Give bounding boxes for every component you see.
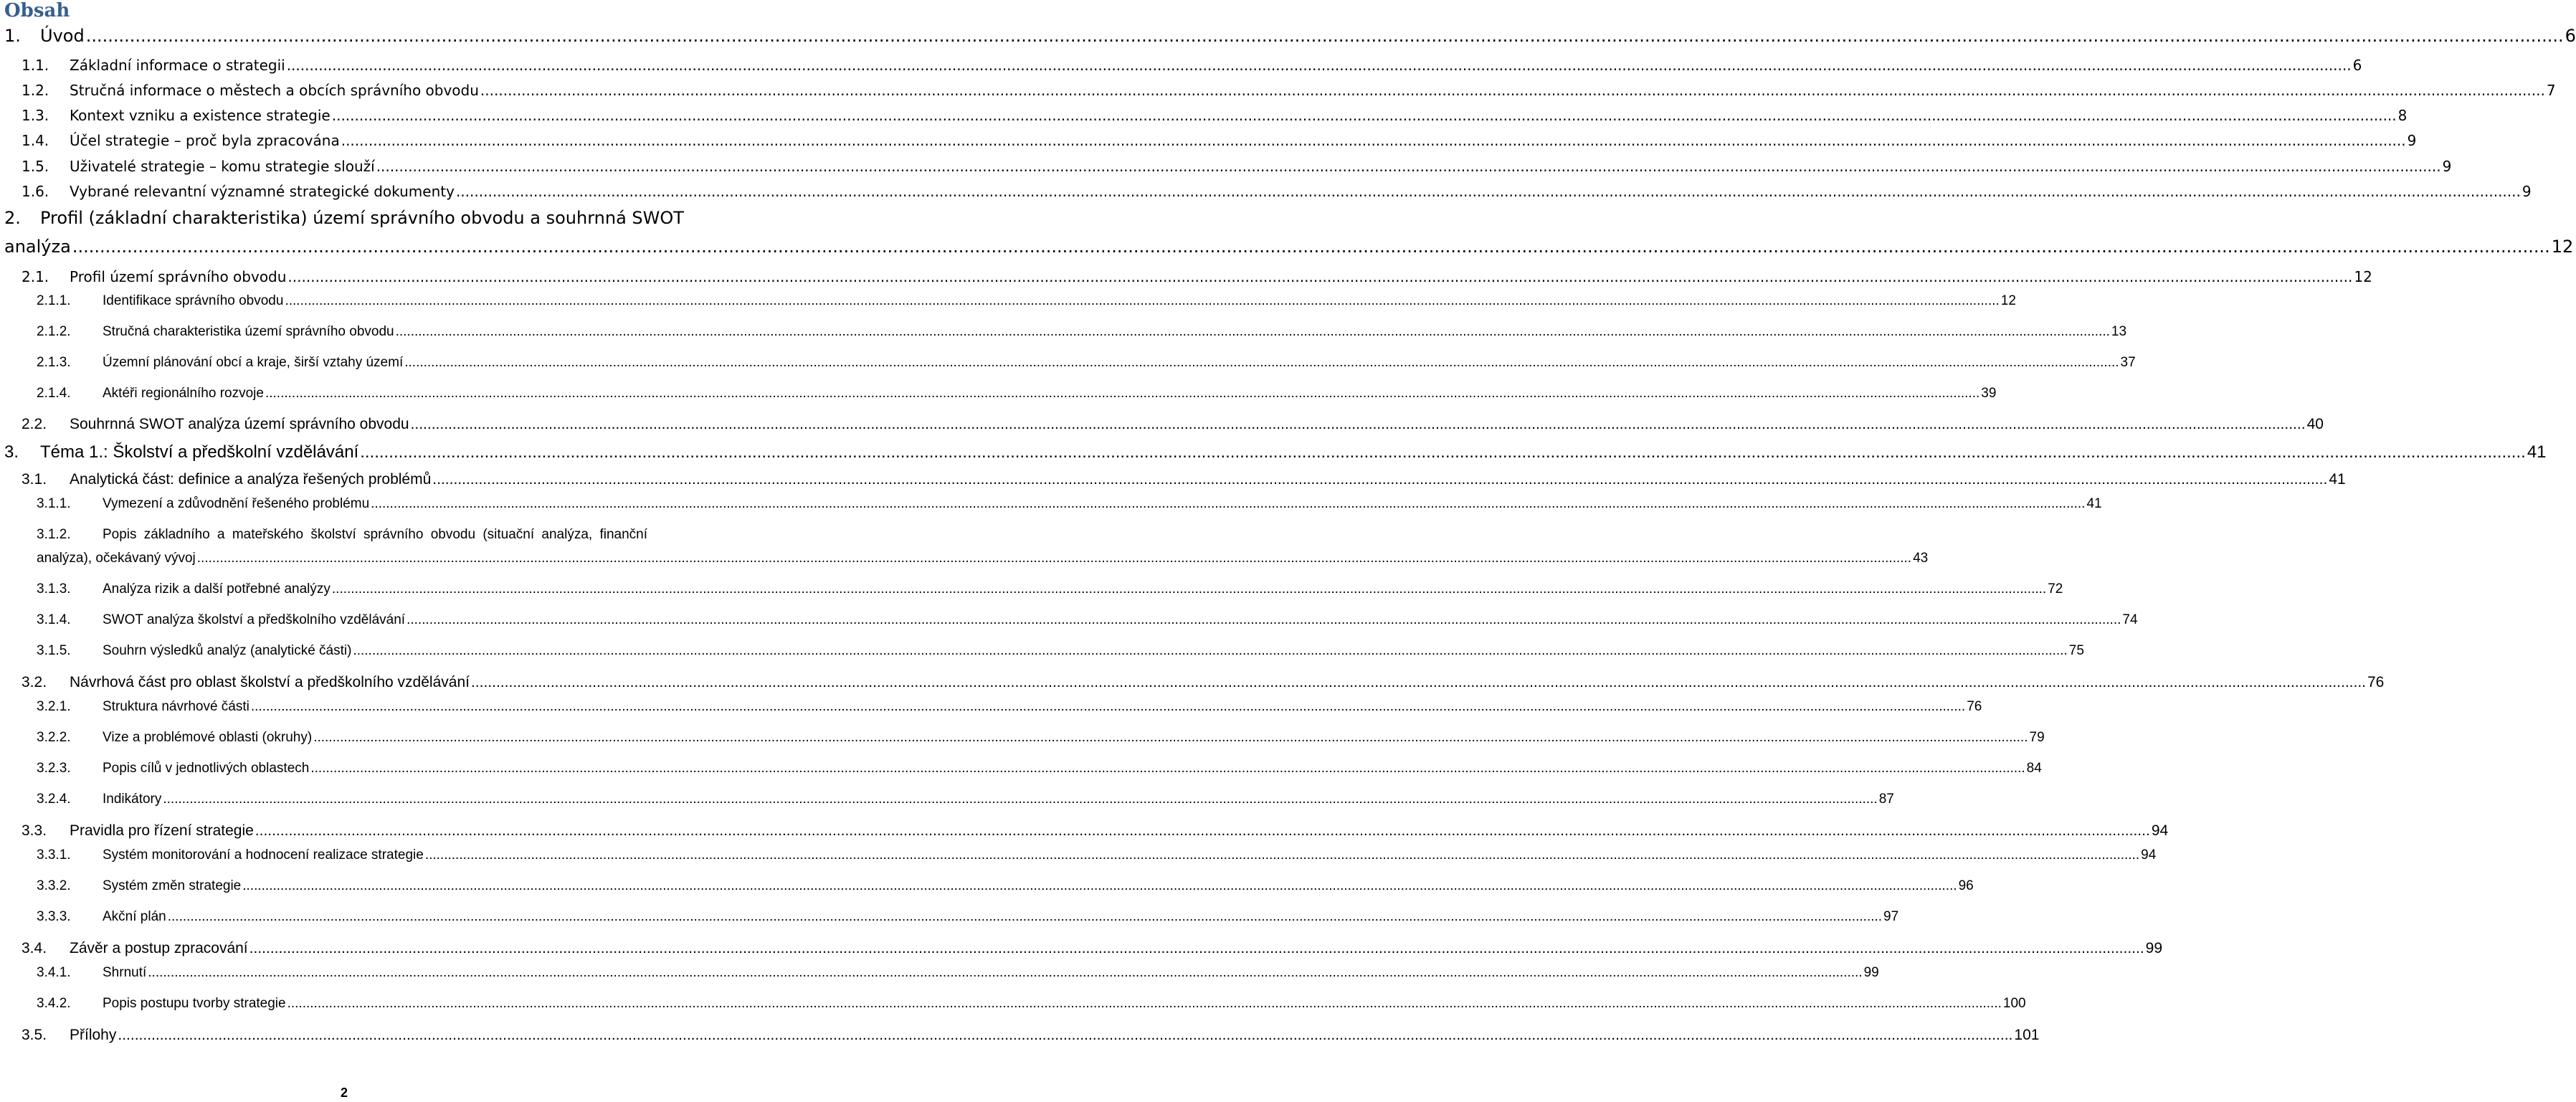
toc-entry-page: 6	[2352, 57, 2362, 74]
toc-entry-page: 8	[2397, 107, 2408, 124]
toc-entry-title: SWOT analýza školství a předškolního vzdělávání	[103, 612, 406, 627]
toc-entry-title: Pravidla pro řízení strategie	[70, 822, 254, 839]
toc-entry-title-line1: Popis základního a mateřského školství správního obvodu (situační analýza, finanční	[103, 527, 648, 542]
toc-entry[interactable]	[0, 581, 2063, 603]
toc-entry-number: 1.6.	[22, 183, 49, 200]
toc-entry-page: 72	[2048, 581, 2063, 597]
toc-entry-number: 2.1.1.	[37, 293, 71, 308]
toc-entry-number: 2.	[4, 208, 21, 228]
toc-entry-page: 76	[2367, 674, 2385, 690]
toc-dot-leader	[86, 26, 2564, 46]
toc-dot-leader	[287, 57, 2352, 74]
toc-entry-title: Shrnutí	[103, 965, 147, 980]
toc-entry-title-line2: analýza	[4, 237, 71, 257]
toc-entry-page: 12	[2551, 237, 2574, 257]
toc-entry[interactable]	[0, 132, 2417, 156]
toc-entry-title: Popis postupu tvorby strategie	[103, 996, 286, 1011]
toc-entry[interactable]	[0, 355, 2136, 376]
toc-entry-number: 2.1.2.	[37, 324, 71, 339]
toc-entry-page: 41	[2329, 471, 2346, 488]
toc-entry-number: 3.1.2.	[37, 527, 71, 542]
toc-entry[interactable]	[0, 996, 2026, 1017]
toc-entry-page: 96	[1958, 878, 1974, 893]
toc-entry[interactable]	[0, 847, 2157, 869]
toc-entry[interactable]	[0, 940, 2163, 964]
toc-entry-title: Systém monitorování a hodnocení realizace strategie	[103, 847, 424, 863]
toc-entry[interactable]	[0, 643, 2084, 665]
toc-entry-page: 9	[2407, 132, 2417, 149]
toc-entry-page: 40	[2306, 416, 2324, 432]
toc-entry-title: Popis cílů v jednotlivých oblastech	[103, 761, 310, 776]
toc-dot-leader	[407, 612, 2121, 628]
toc-entry[interactable]	[0, 674, 2385, 698]
toc-entry-page: 99	[1863, 965, 1879, 980]
toc-entry-number: 1.2.	[22, 82, 49, 99]
toc-dot-leader	[287, 996, 2002, 1012]
toc-entry-title: Stručná charakteristika území správního obvodu	[103, 324, 394, 339]
toc-entry-number: 3.4.2.	[37, 996, 71, 1011]
toc-entry-number: 3.1.	[22, 471, 47, 488]
toc-entry-title: Analytická část: definice a analýza řešených problémů	[70, 471, 432, 488]
toc-dot-leader	[404, 355, 2119, 371]
toc-dot-leader	[425, 847, 2139, 863]
toc-entry-page: 74	[2122, 612, 2138, 627]
toc-entry[interactable]	[0, 82, 2556, 106]
toc-entry-title-line1: Profil (základní charakteristika) území správního obvodu a souhrnná SWOT	[40, 208, 684, 228]
toc-dot-leader	[471, 674, 2366, 691]
toc-entry-title: Vize a problémové oblasti (okruhy)	[103, 730, 313, 745]
toc-dot-leader	[285, 293, 1999, 309]
toc-entry-number: 3.1.4.	[37, 612, 71, 627]
toc-entry-number: 2.1.3.	[37, 355, 71, 370]
toc-entry[interactable]	[0, 822, 2169, 847]
toc-entry-page: 13	[2111, 324, 2127, 339]
toc-dot-leader	[332, 581, 2046, 597]
toc-dot-leader	[456, 183, 2521, 200]
toc-entry[interactable]	[0, 416, 2324, 440]
toc-entry[interactable]	[0, 909, 1899, 931]
toc-entry-title: Účel strategie – proč byla zpracována	[70, 132, 340, 149]
toc-entry[interactable]	[0, 761, 2042, 782]
toc-dot-leader	[341, 132, 2406, 149]
toc-dot-leader	[163, 792, 1877, 807]
toc-entry-number: 1.5.	[22, 158, 49, 175]
toc-entry-title: Profil území správního obvodu	[70, 268, 287, 285]
toc-entry-page: 39	[1981, 386, 1997, 401]
toc-heading: Obsah	[4, 0, 70, 22]
toc-dot-leader	[197, 551, 1911, 566]
toc-dot-leader	[168, 909, 1882, 925]
toc-entry-page: 84	[2026, 761, 2042, 776]
toc-entry-page: 99	[2145, 940, 2163, 956]
toc-entry-title: Přílohy	[70, 1027, 117, 1043]
toc-entry-number: 1.3.	[22, 107, 49, 124]
toc-entry[interactable]	[0, 107, 2408, 131]
toc-entry[interactable]	[0, 965, 1879, 987]
toc-entry-number: 3.2.4.	[37, 792, 71, 807]
toc-entry[interactable]	[0, 268, 2372, 293]
toc-entry-number: 1.4.	[22, 132, 49, 149]
toc-dot-leader	[353, 643, 2067, 659]
toc-entry-title: Uživatelé strategie – komu strategie slouží	[70, 158, 375, 175]
toc-entry[interactable]	[0, 878, 1974, 900]
toc-entry-page: 6	[2565, 26, 2576, 46]
toc-entry-number: 3.3.	[22, 822, 47, 839]
toc-entry[interactable]	[0, 612, 2138, 634]
toc-dot-leader	[249, 940, 2144, 957]
toc-entry[interactable]	[0, 699, 1982, 721]
toc-entry-title: Indikátory	[103, 792, 162, 807]
toc-entry-number: 3.3.2.	[37, 878, 71, 893]
toc-dot-leader	[411, 416, 2306, 433]
toc-entry-page: 87	[1878, 792, 1894, 807]
toc-entry-title: Vymezení a zdůvodnění řešeného problému	[103, 496, 370, 511]
toc-dot-leader	[371, 496, 2085, 512]
toc-entry-page: 37	[2120, 355, 2136, 370]
toc-entry-title: Návrhová část pro oblast školství a předškolního vzdělávání	[70, 674, 470, 690]
toc-dot-leader	[332, 107, 2397, 124]
toc-entry-title: Vybrané relevantní významné strategické dokumenty	[70, 183, 455, 200]
toc-dot-leader	[242, 878, 1957, 894]
toc-entry-page: 97	[1883, 909, 1899, 924]
toc-entry-page: 41	[2527, 442, 2547, 462]
toc-entry-title: Souhrnná SWOT analýza území správního obvodu	[70, 416, 409, 432]
toc-entry-title: Struktura návrhové části	[103, 699, 249, 714]
toc-dot-leader	[265, 386, 1979, 402]
toc-entry-number: 3.1.3.	[37, 581, 71, 597]
toc-entry[interactable]	[0, 324, 2127, 346]
toc-entry-number: 1.	[4, 26, 21, 46]
toc-dot-leader	[432, 471, 2327, 488]
toc-entry-page: 75	[2068, 643, 2084, 658]
toc-entry-title: Identifikace správního obvodu	[103, 293, 284, 308]
toc-dot-leader	[480, 82, 2545, 99]
toc-entry[interactable]	[0, 293, 2016, 315]
toc-entry-page: 43	[1913, 551, 1929, 566]
toc-entry-title: Téma 1.: Školství a předškolní vzdělávání	[40, 442, 359, 462]
toc-entry[interactable]	[0, 158, 2452, 182]
toc-entry[interactable]	[0, 527, 1929, 573]
toc-entry-title: Kontext vzniku a existence strategie	[70, 107, 331, 124]
toc-entry-page: 7	[2546, 82, 2556, 99]
toc-entry-title: Souhrn výsledků analýz (analytické části)	[103, 643, 352, 658]
toc-dot-leader	[313, 730, 2028, 746]
toc-entry-number: 2.1.	[22, 268, 49, 285]
toc-entry-title: Aktéři regionálního rozvoje	[103, 386, 264, 401]
toc-entry-number: 3.2.3.	[37, 761, 71, 776]
toc-entry-title: Územní plánování obcí a kraje, širší vztahy území	[103, 355, 404, 370]
toc-dot-leader	[376, 158, 2441, 175]
toc-entry-number: 3.1.5.	[37, 643, 71, 658]
toc-entry-title: Akční plán	[103, 909, 166, 924]
toc-entry-title: Základní informace o strategii	[70, 57, 285, 74]
toc-entry-number: 3.3.3.	[37, 909, 71, 924]
toc-entry-title: Systém změn strategie	[103, 878, 242, 893]
toc-entry-page: 94	[2141, 847, 2157, 863]
toc-entry[interactable]	[0, 1027, 2040, 1051]
toc-entry-number: 3.2.1.	[37, 699, 71, 714]
toc-entry-number: 3.2.2.	[37, 730, 71, 745]
toc-entry[interactable]	[0, 471, 2346, 495]
toc-dot-leader	[72, 237, 2550, 257]
toc-entry-number: 3.1.1.	[37, 496, 71, 511]
toc-entry[interactable]	[0, 496, 2102, 518]
toc-entry-page: 94	[2151, 822, 2169, 839]
toc-entry-number: 2.1.4.	[37, 386, 71, 401]
toc-entry-page: 100	[2002, 996, 2026, 1011]
toc-dot-leader	[255, 822, 2150, 840]
toc-entry-number: 3.	[4, 442, 19, 462]
toc-entry-page: 9	[2522, 183, 2532, 200]
toc-dot-leader	[251, 699, 1965, 715]
toc-entry-title: Stručná informace o městech a obcích správního obvodu	[70, 82, 479, 99]
toc-entry[interactable]	[0, 442, 2547, 471]
toc-dot-leader	[287, 268, 2352, 285]
toc-entry-page: 101	[2014, 1027, 2040, 1043]
toc-entry-title-line2: analýza), očekávaný vývoj	[37, 551, 196, 566]
toc-dot-leader	[310, 761, 2025, 776]
toc-entry[interactable]	[0, 26, 2576, 54]
toc-entry-page: 79	[2029, 730, 2045, 745]
toc-entry[interactable]	[0, 183, 2532, 207]
toc-entry-page: 41	[2086, 496, 2102, 511]
toc-dot-leader	[148, 965, 1862, 981]
toc-entry-title: Závěr a postup zpracování	[70, 940, 248, 956]
toc-dot-leader	[118, 1027, 2012, 1044]
toc-entry-number: 1.1.	[22, 57, 49, 74]
toc-entry[interactable]	[0, 792, 1894, 813]
page-number: 2	[340, 1086, 348, 1100]
toc-entry[interactable]	[0, 386, 1997, 407]
toc-entry-page: 12	[2000, 293, 2016, 308]
toc-entry-page: 12	[2354, 268, 2372, 285]
toc-dot-leader	[360, 442, 2526, 462]
toc-entry-number: 3.4.1.	[37, 965, 71, 980]
toc-entry-number: 3.3.1.	[37, 847, 71, 863]
toc-entry-title: Úvod	[40, 26, 85, 46]
toc-entry-number: 3.5.	[22, 1027, 47, 1043]
toc-entry[interactable]	[0, 208, 2574, 265]
toc-entry-number: 3.4.	[22, 940, 47, 956]
toc-entry[interactable]	[0, 730, 2045, 751]
toc-dot-leader	[396, 324, 2110, 340]
toc-entry-number: 3.2.	[22, 674, 47, 690]
toc-entry-page: 9	[2442, 158, 2452, 175]
toc-entry[interactable]	[0, 57, 2362, 81]
toc-entry-title: Analýza rizik a další potřebné analýzy	[103, 581, 331, 597]
toc-entry-page: 76	[1967, 699, 1982, 714]
toc-entry-number: 2.2.	[22, 416, 47, 432]
